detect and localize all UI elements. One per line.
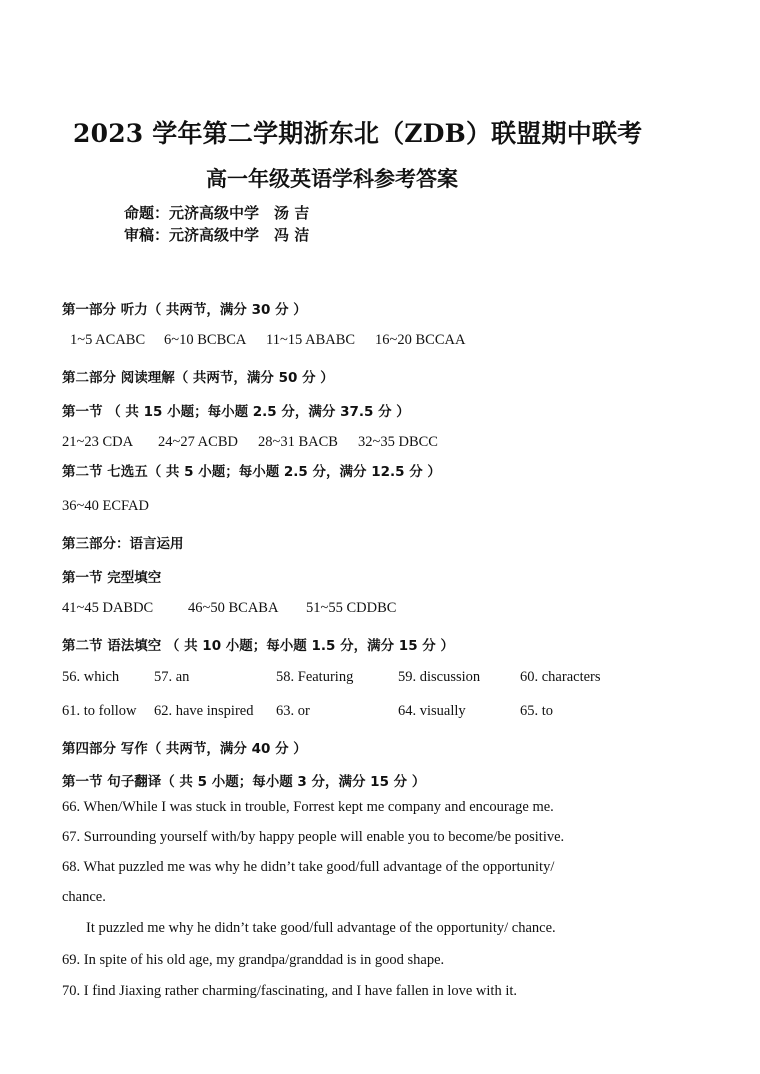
part2-section1-heading: 第一节 （ 共 15 小题；每小题 2.5 分，满分 37.5 分 ）	[62, 404, 410, 420]
part2-heading: 第二部分 阅读理解（ 共两节，满分 50 分 ）	[62, 370, 334, 386]
part3-section2-heading: 第二节 语法填空 （ 共 10 小题；每小题 1.5 分，满分 15 分 ）	[62, 638, 454, 654]
part1-answer-1: 1~5 ACABC	[70, 332, 146, 348]
part4-heading: 第四部分 写作（ 共两节，满分 40 分 ）	[62, 741, 307, 757]
part3-section1-heading: 第一节 完型填空	[62, 570, 162, 586]
grammar-answer-60: 60. characters	[520, 669, 601, 685]
grammar-answer-64: 64. visually	[398, 703, 466, 719]
proposer-line: 命题：元济高级中学 汤 吉	[124, 204, 310, 222]
document-subtitle: 高一年级英语学科参考答案	[206, 166, 458, 191]
part2-answer-3: 28~31 BACB	[258, 434, 338, 450]
part2-answer-4: 32~35 DBCC	[358, 434, 438, 450]
part1-answer-4: 16~20 BCCAA	[375, 332, 466, 348]
part3-cloze-answer-3: 51~55 CDDBC	[306, 600, 397, 616]
grammar-answer-63: 63. or	[276, 703, 310, 719]
grammar-answer-57: 57. an	[154, 669, 190, 685]
part2-section2-heading: 第二节 七选五（ 共 5 小题；每小题 2.5 分，满分 12.5 分 ）	[62, 464, 441, 480]
part2-answer-2: 24~27 ACBD	[158, 434, 238, 450]
translation-68: 68. What puzzled me was why he didn’t take good/full advantage of the opportunity/	[62, 859, 555, 875]
grammar-answer-56: 56. which	[62, 669, 120, 685]
part1-heading: 第一部分 听力（ 共两节，满分 30 分 ）	[62, 302, 307, 318]
grammar-answer-61: 61. to follow	[62, 703, 137, 719]
part3-heading: 第三部分：语言运用	[62, 536, 184, 552]
translation-70: 70. I find Jiaxing rather charming/fascinating, and I have fallen in love with it.	[62, 983, 518, 999]
translation-68-alternative: It puzzled me why he didn’t take good/full advantage of the opportunity/ chance.	[86, 920, 556, 936]
document-title: 2023 学年第二学期浙东北（ZDB）联盟期中联考	[73, 119, 643, 148]
translation-67: 67. Surrounding yourself with/by happy people will enable you to become/be positive.	[62, 829, 565, 845]
part2-answer-1: 21~23 CDA	[62, 434, 134, 450]
translation-66: 66. When/While I was stuck in trouble, Forrest kept me company and encourage me.	[62, 799, 554, 815]
grammar-answer-62: 62. have inspired	[154, 703, 254, 719]
part2-section2-answer: 36~40 ECFAD	[62, 498, 149, 514]
grammar-answer-59: 59. discussion	[398, 669, 481, 685]
translation-69: 69. In spite of his old age, my grandpa/granddad is in good shape.	[62, 952, 445, 968]
grammar-answer-65: 65. to	[520, 703, 554, 719]
grammar-answer-58: 58. Featuring	[276, 669, 354, 685]
translation-68-continued: chance.	[62, 889, 106, 905]
part1-answer-2: 6~10 BCBCA	[164, 332, 247, 348]
part3-cloze-answer-1: 41~45 DABDC	[62, 600, 154, 616]
part4-section1-heading: 第一节 句子翻译（ 共 5 小题；每小题 3 分，满分 15 分 ）	[62, 774, 426, 790]
part3-cloze-answer-2: 46~50 BCABA	[188, 600, 279, 616]
part1-answer-3: 11~15 ABABC	[266, 332, 356, 348]
reviewer-line: 审稿：元济高级中学 冯 洁	[124, 226, 310, 244]
